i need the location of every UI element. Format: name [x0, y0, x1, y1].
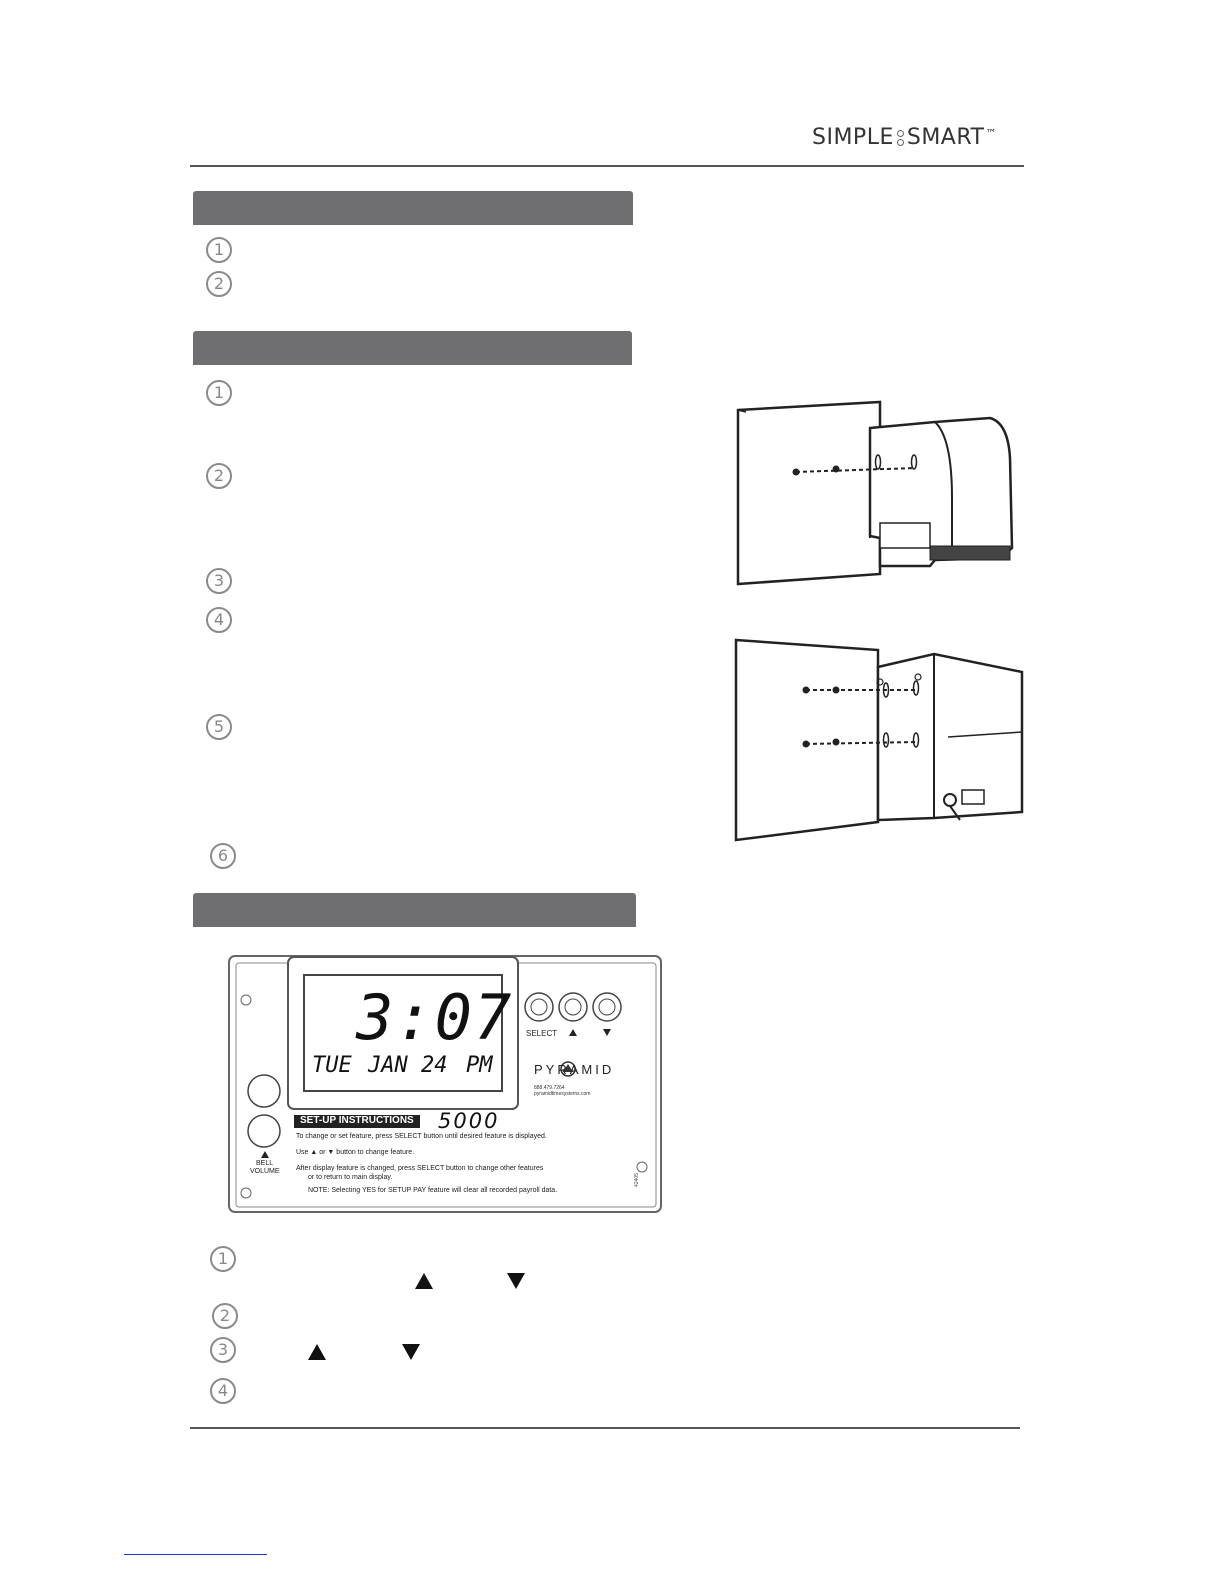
step-number-icon: 2 [212, 1303, 238, 1329]
lcd-time: 3:07 [356, 981, 514, 1054]
header-rule [190, 165, 1024, 167]
wall-mount-illustration-1 [730, 398, 1020, 588]
setup-instruction-3a: After display feature is changed, press SELECT button to change other features [296, 1165, 544, 1172]
setup-instructions-title: SET-UP INSTRUCTIONS [300, 1115, 414, 1126]
brand-dots-icon [897, 129, 904, 147]
page-link-underline[interactable] [124, 1554, 267, 1555]
section-3-header-bar [193, 893, 636, 927]
step-number-icon: 1 [206, 237, 232, 263]
step-number-icon: 1 [206, 380, 232, 406]
bell-label: BELL [256, 1160, 274, 1167]
step-number-icon: 3 [206, 568, 232, 594]
setup-instruction-2: Use ▲ or ▼ button to change feature. [296, 1149, 415, 1156]
control-panel-illustration [228, 955, 664, 1215]
section-2-header-bar [193, 331, 632, 365]
footer-rule [190, 1427, 1020, 1429]
setup-note: NOTE: Selecting YES for SETUP PAY feature will clear all recorded payroll data. [308, 1187, 558, 1194]
step-number-icon: 3 [210, 1337, 236, 1363]
lcd-day: TUE [312, 1053, 352, 1078]
select-button-label: SELECT [526, 1029, 558, 1038]
step-number-icon: 2 [206, 463, 232, 489]
lcd-date: JAN 24 [368, 1053, 448, 1078]
panel-website: pyramidtimesystems.com [534, 1091, 591, 1097]
part-number: 42405 [633, 1173, 640, 1187]
step-number-icon: 5 [206, 714, 232, 740]
panel-phone: 888.479.7264 [534, 1085, 565, 1091]
lcd-ampm: PM [466, 1053, 493, 1078]
pyramid-logo: PYRAMID [534, 1062, 615, 1077]
step-number-icon: 6 [210, 843, 236, 869]
wall-mount-illustration-2 [728, 632, 1024, 844]
brand-logo [812, 125, 997, 150]
up-triangle-icon [415, 1273, 433, 1289]
trademark-mark: ™ [985, 127, 997, 140]
brand-simple: SIMPLE [812, 125, 894, 150]
step-number-icon: 2 [206, 271, 232, 297]
section-1-header-bar [193, 191, 633, 225]
step-number-icon: 4 [210, 1378, 236, 1404]
setup-instruction-3b: or to return to main display. [308, 1174, 393, 1181]
volume-label: VOLUME [250, 1168, 280, 1175]
down-triangle-icon [507, 1273, 525, 1289]
up-triangle-icon [308, 1344, 326, 1360]
model-number: 5000 [438, 1109, 500, 1133]
brand-smart: SMART [906, 125, 985, 150]
down-triangle-icon [402, 1344, 420, 1360]
step-number-icon: 1 [210, 1246, 236, 1272]
setup-instruction-1: To change or set feature, press SELECT button until desired feature is displayed. [296, 1133, 547, 1140]
step-number-icon: 4 [206, 607, 232, 633]
